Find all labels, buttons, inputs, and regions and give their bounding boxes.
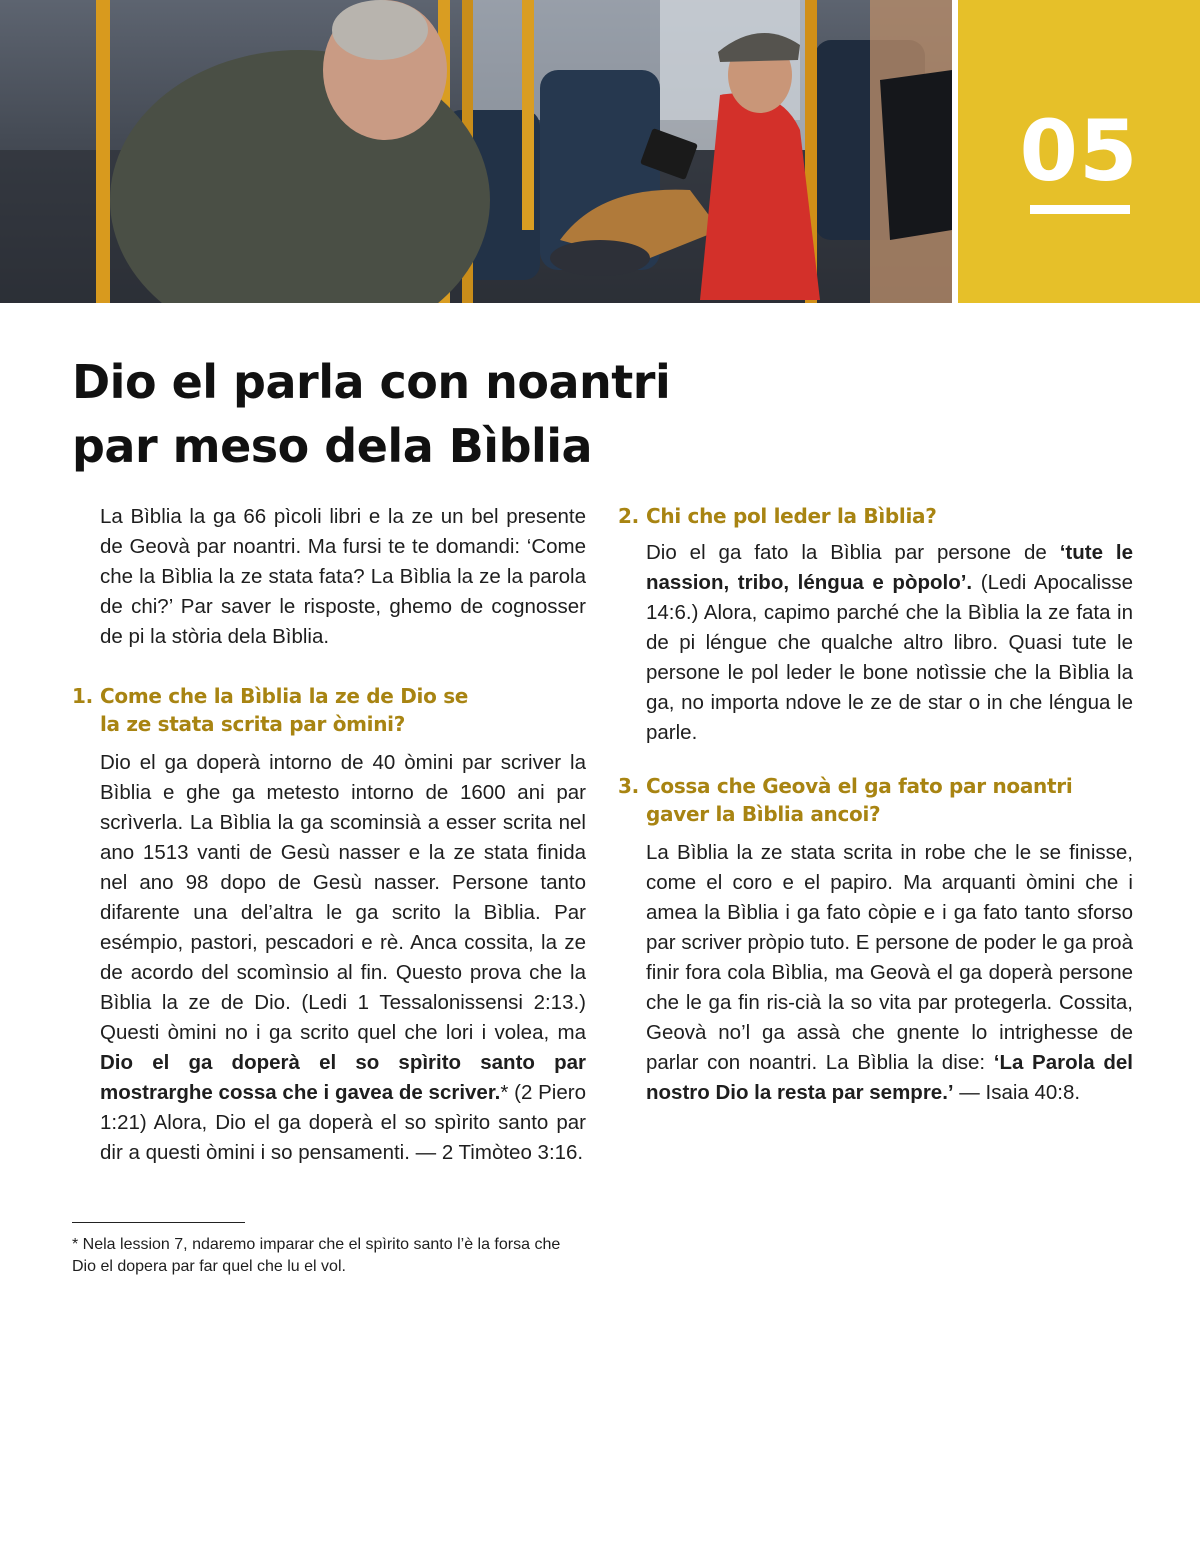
section-1-text-a: Dio el ga doperà intorno de 40 òmini par scriver la Bìblia e ghe ga metesto intorno de 1600 ani par scrìverla. La Bìblia la ga scominsià a esser scrita nel ano 1513 vanti de Gesù nasser e la ze stata finida nel ano 98 dopo de Gesù nasser. Persone tanto difarente una del’altra le ga scrito la Bìblia. Par esémpio, pastori, pescadori e rè. Anca cossita, la ze de acordo del scomìnsio al fin. Questo prova che la Bìblia la ze de Dio. (Ledi 1 Tessalonissensi 2:13.) Questi òmini no i ga scrito quel che lori i volea, ma (100, 751, 586, 1044)
page-title-line-1: Dio el parla con noantri (72, 355, 671, 409)
section-2-heading-line-1: Chi che pol leder la Bìblia? (646, 504, 937, 528)
section-1-heading (72, 682, 586, 738)
section-3-text-b: — Isaia 40:8. (953, 1081, 1081, 1104)
left-column (72, 502, 586, 1168)
section-1-text-b: * (2 Piero 1:21) Alora, Dio el ga doperà el so spìrito santo par dir a questi òmini i so pensamenti. — 2 Timòteo 3:16. (100, 1081, 586, 1164)
reader-shoe (550, 240, 650, 276)
section-1-heading-line-2: la ze stata scrita par òmini? (100, 712, 406, 736)
man-left-hair (332, 0, 428, 60)
section-2-bold: ‘tute le nassion, tribo, léngua e pòpolo’. (646, 541, 1133, 594)
section-1-bold: Dio el ga doperà el so spìrito santo par mostrarghe cossa che i gavea de scriver. (100, 1051, 586, 1104)
section-3-heading-line-2: gaver la Bìblia ancoi? (646, 802, 881, 826)
header-photo (0, 0, 952, 303)
section-2-paragraph (618, 538, 1133, 748)
bus-scene-illustration (0, 0, 952, 303)
section-2-heading (618, 502, 1133, 530)
pole-1 (96, 0, 110, 303)
lesson-badge (958, 0, 1200, 303)
intro-paragraph: La Bìblia la ga 66 pìcoli libri e la ze un bel presente de Geovà par noantri. Ma fursi te te domandi: ‘Come che la Bìblia la ze stata fata? La Bìblia la ze la parola de chi?’ Par saver le risposte, ghemo de cognosser de pi la stòria dela Bìblia. (100, 505, 586, 648)
section-1-heading-line-1: Come che la Bìblia la ze de Dio se (100, 684, 469, 708)
page-title (72, 350, 772, 478)
lesson-number: 05 (1019, 102, 1139, 200)
section-1-number: 1. (72, 684, 93, 708)
right-column (618, 502, 1133, 1108)
pole-4 (522, 0, 534, 230)
section-3-heading-line-1: Cossa che Geovà el ga fato par noantri (646, 774, 1073, 798)
section-1-paragraph (72, 748, 586, 1168)
section-3-paragraph (618, 838, 1133, 1108)
lesson-number-underline (1030, 205, 1130, 214)
section-3-bold: ‘La Parola del nostro Dio la resta par sempre.’ (646, 1051, 1133, 1104)
footnote-divider (72, 1222, 245, 1223)
section-2-text-a: Dio el ga fato la Bìblia par persone de (646, 541, 1060, 564)
handbag (880, 70, 952, 240)
section-3-text-a: La Bìblia la ze stata scrita in robe che le se finisse, come el coro e el papiro. Ma arquanti òmini che i amea la Bìblia i ga fato còpie e i ga fato tanto sforso par scriver pròpio tuto. E persone de poder le ga proà finir fora cola Bìblia, ma Geovà el ga doperà persone che le ga fin ris-cià la so vita par protegerla. Cossita, Geovà no’l ga assà che gnente lo intrighesse de parlar con noantri. La Bìblia la dise: (646, 841, 1133, 1074)
section-3-heading (618, 772, 1133, 828)
section-3-number: 3. (618, 774, 639, 798)
section-2-number: 2. (618, 504, 639, 528)
section-2-text-b: (Ledi Apocalisse 14:6.) Alora, capimo parché che la Bìblia la ze fata in de pi léngue che qualche altro libro. Quasi tute le persone le pol leder le bone notìssie che la Bìblia la ga, no importa ndove le ze de star o in che léngua le parle. (646, 571, 1133, 744)
page-title-line-2: par meso dela Bìblia (72, 419, 593, 473)
footnote: * Nela lession 7, ndaremo imparar che el spìrito santo l’è la forsa che Dio el dopera par far quel che lu el vol. (72, 1236, 561, 1275)
